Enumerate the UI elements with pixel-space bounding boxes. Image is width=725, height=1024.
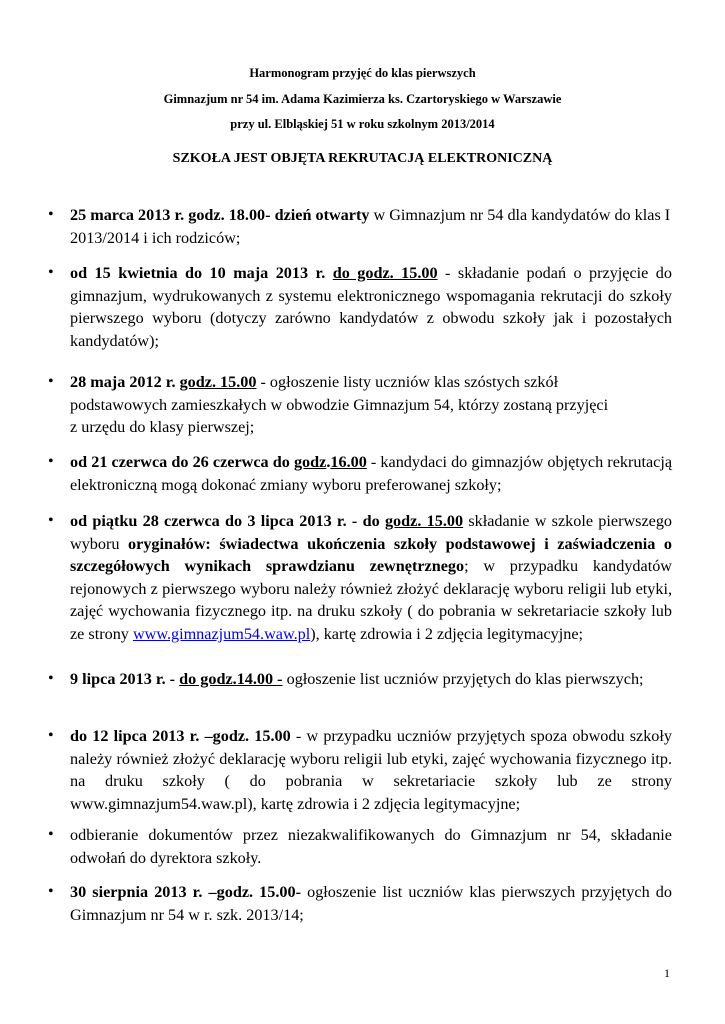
header-title-line: Harmonogram przyjęć do klas pierwszych — [249, 66, 476, 80]
bullet-icon: • — [48, 373, 54, 390]
item-date: 30 sierpnia 2013 r. –godz. 15.00- — [70, 883, 301, 901]
item-text: ; w przypadku kandydatów rejonowych z pierwszego wyboru należy również złożyć deklarację wyboru religii lub etyki, zajęć wychowania fizycznego itp. na druku szkoły ( do pobrania w sekretariacie szkoły lub ze strony — [70, 557, 672, 643]
item-deadline: godz. 15.00 — [384, 512, 464, 530]
item-deadline-label: godz — [293, 453, 327, 471]
item-date: od 15 kwietnia do 10 maja 2013 r. — [70, 264, 326, 282]
bullet-icon: • — [48, 264, 54, 281]
school-website-link[interactable]: www.gimnazjum54.waw.pl — [132, 624, 311, 643]
bullet-icon: • — [48, 826, 54, 843]
bullet-icon: • — [48, 206, 54, 223]
header-address-line: przy ul. Elbląskiej 51 w roku szkolnym 2013/2014 — [230, 117, 495, 131]
item-date: do 12 lipca 2013 r. –godz. 15.00 — [70, 727, 291, 745]
header-school-line: Gimnazjum nr 54 im. Adama Kazimierza ks. Czartoryskiego w Warszawie — [163, 92, 562, 106]
item-text-line: podstawowych zamieszkałych w obwodzie Gimnazjum 54, którzy zostaną przyjęci — [70, 395, 609, 414]
item-text: odbieranie dokumentów przez niezakwalifikowanych do Gimnazjum nr 54, składanie odwołań do dyrektora szkoły. — [70, 826, 672, 867]
bullet-icon: • — [48, 453, 54, 470]
item-deadline-dot: . — [326, 453, 331, 471]
schedule-item-sixth-grade-list — [48, 371, 672, 439]
item-text: - kandydaci do gimnazjów objętych rekrutacją elektroniczną mogą dokonać zmiany wyboru preferowanej szkoły; — [70, 453, 672, 494]
bullet-icon: • — [48, 883, 54, 900]
item-text: składanie w szkole pierwszego wyboru — [70, 512, 673, 553]
item-date: od 21 czerwca do 26 czerwca do — [70, 453, 290, 471]
schedule-item-out-of-district — [48, 725, 672, 815]
item-deadline-time: 16.00 — [330, 453, 367, 471]
item-text: ), kartę zdrowia i 2 zdjęcia legitymacyjne; — [310, 624, 584, 643]
item-date: 9 lipca 2013 r. - — [70, 670, 180, 688]
item-date: 25 marca 2013 r. godz. 18.00- dzień otwarty — [70, 206, 370, 224]
item-text: ogłoszenie list uczniów klas pierwszych przyjętych do Gimnazjum nr 54 w r. szk. 2013/14; — [70, 883, 672, 924]
item-text: w Gimnazjum nr 54 dla kandydatów do klas I 2013/2014 i ich rodziców; — [70, 206, 671, 247]
item-date: 28 maja 2012 r. — [70, 373, 176, 391]
bullet-icon: • — [48, 512, 54, 529]
schedule-item-change-choice — [48, 451, 672, 496]
item-deadline: godz. 15.00 — [179, 373, 257, 391]
schedule-item-appeals — [48, 824, 672, 869]
bullet-icon: • — [48, 727, 54, 744]
page-number: 1 — [664, 966, 670, 980]
item-deadline: do godz.14.00 - — [179, 670, 283, 688]
item-text: - ogłoszenie listy uczniów klas szóstych szkół — [256, 373, 559, 391]
bullet-icon: • — [48, 670, 54, 687]
item-text: ogłoszenie list uczniów przyjętych do klas pierwszych; — [282, 670, 644, 688]
schedule-item-final-list — [48, 881, 672, 926]
item-deadline: do godz. 15.00 — [332, 264, 438, 282]
schedule-item-documents — [48, 510, 673, 646]
schedule-item-applications — [48, 262, 672, 352]
electronic-recruitment-notice: SZKOŁA JEST OBJĘTA REKRUTACJĄ ELEKTRONICZNĄ — [172, 151, 553, 166]
item-text-line: z urzędu do klasy pierwszej; — [70, 418, 255, 437]
item-date: od piątku 28 czerwca do 3 lipca 2013 r. - do — [70, 512, 380, 530]
item-text: - w przypadku uczniów przyjętych spoza obwodu szkoły należy również złożyć deklarację wyboru religii lub etyki, zajęć wychowania fizycznego itp. na druku szkoły ( do pobrania w sekretariacie szkoły lub ze strony www.gimnazjum54.waw.pl), kartę zdrowia i 2 zdjęcia legitymacyjne; — [70, 727, 672, 813]
schedule-item-open-day — [48, 204, 672, 249]
item-text: - składanie podań o przyjęcie do gimnazjum, wydrukowanych z systemu elektronicznego wspomagania rekrutacji do szkoły pierwszego wyboru (dotyczy zarówno kandydatów z obwodu szkoły jak i pozostałych kandydatów); — [70, 264, 672, 350]
schedule-item-accepted-list — [48, 668, 672, 691]
item-required-documents: oryginałów: świadectwa ukończenia szkoły podstawowej i zaświadczenia o szczegółowych wynikach sprawdzianu zewnętrznego — [70, 534, 672, 576]
